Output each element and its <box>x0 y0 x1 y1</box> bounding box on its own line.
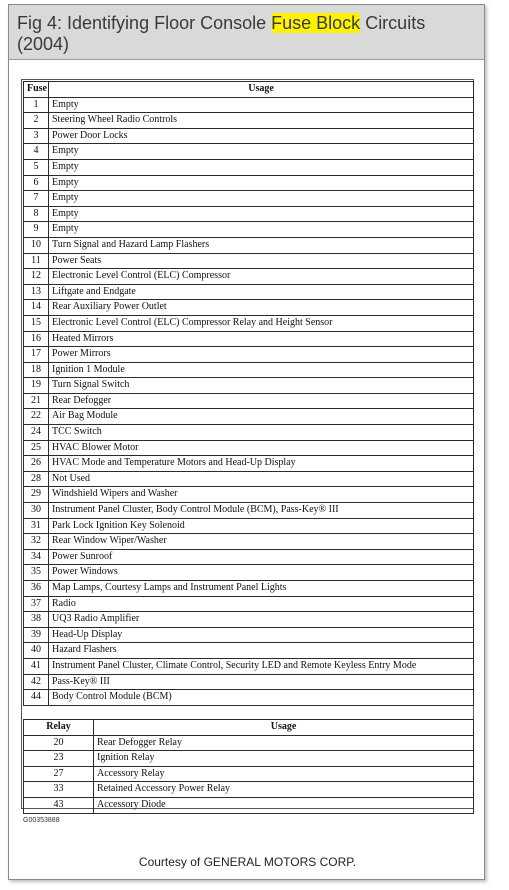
relay-row <box>24 782 474 798</box>
fuse-row-usage: Empty <box>49 191 474 207</box>
fuse-row <box>24 643 474 659</box>
figure-frame <box>8 4 485 880</box>
fuse-row-number: 3 <box>24 128 49 144</box>
fuse-row <box>24 331 474 347</box>
relay-row <box>24 797 474 813</box>
fuse-table <box>23 81 474 706</box>
fuse-row <box>24 378 474 394</box>
fuse-row-usage: Not Used <box>49 471 474 487</box>
title-text-end: Circuits (2004) <box>17 13 426 54</box>
fuse-row-number: 1 <box>24 97 49 113</box>
fuse-row-number: 6 <box>24 175 49 191</box>
fuse-row <box>24 471 474 487</box>
fuse-row <box>24 144 474 160</box>
figure-header <box>9 5 484 60</box>
fuse-row-usage: Power Windows <box>49 565 474 581</box>
fuse-row-number: 24 <box>24 425 49 441</box>
fuse-row-number: 44 <box>24 690 49 706</box>
fuse-row-usage: Instrument Panel Cluster, Body Control Module (BCM), Pass-Key® III <box>49 503 474 519</box>
fuse-row-usage: Hazard Flashers <box>49 643 474 659</box>
fuse-row <box>24 237 474 253</box>
relay-row-number: 27 <box>24 766 94 782</box>
fuse-row-number: 34 <box>24 549 49 565</box>
fuse-row-number: 22 <box>24 409 49 425</box>
fuse-row <box>24 612 474 628</box>
fuse-row <box>24 315 474 331</box>
fuse-row-number: 16 <box>24 331 49 347</box>
relay-table-header <box>24 720 474 736</box>
fuse-row <box>24 627 474 643</box>
fuse-row <box>24 284 474 300</box>
fuse-row-usage: Power Mirrors <box>49 347 474 363</box>
relay-row-number: 20 <box>24 735 94 751</box>
fuse-row <box>24 425 474 441</box>
fuse-row-usage: TCC Switch <box>49 425 474 441</box>
fuse-row <box>24 175 474 191</box>
fuse-row-usage: Turn Signal Switch <box>49 378 474 394</box>
fuse-row <box>24 128 474 144</box>
fuse-row <box>24 503 474 519</box>
fuse-row-number: 7 <box>24 191 49 207</box>
relay-row-number: 33 <box>24 782 94 798</box>
fuse-row-usage: Pass-Key® III <box>49 674 474 690</box>
fuse-row-usage: Map Lamps, Courtesy Lamps and Instrument Panel Lights <box>49 581 474 597</box>
fuse-row <box>24 393 474 409</box>
fuse-row-number: 14 <box>24 300 49 316</box>
fuse-row <box>24 347 474 363</box>
credit-line: Courtesy of GENERAL MOTORS CORP. <box>138 855 357 869</box>
fuse-row-usage: Air Bag Module <box>49 409 474 425</box>
fuse-row-number: 32 <box>24 534 49 550</box>
relay-row <box>24 735 474 751</box>
fuse-row-number: 10 <box>24 237 49 253</box>
fuse-row-number: 26 <box>24 456 49 472</box>
fuse-row-usage: Electronic Level Control (ELC) Compressor <box>49 269 474 285</box>
relay-column-header: Relay <box>24 720 94 736</box>
fuse-row-number: 39 <box>24 627 49 643</box>
fuse-row <box>24 534 474 550</box>
fuse-row-usage: Power Door Locks <box>49 128 474 144</box>
fuse-row-usage: Turn Signal and Hazard Lamp Flashers <box>49 237 474 253</box>
fuse-row-number: 41 <box>24 658 49 674</box>
fuse-row <box>24 658 474 674</box>
usage-column-header: Usage <box>49 82 474 98</box>
fuse-row <box>24 581 474 597</box>
fuse-row-usage: Rear Window Wiper/Washer <box>49 534 474 550</box>
fuse-row-number: 30 <box>24 503 49 519</box>
fuse-row-usage: Rear Auxiliary Power Outlet <box>49 300 474 316</box>
fuse-row-usage: Body Control Module (BCM) <box>49 690 474 706</box>
fuse-row <box>24 222 474 238</box>
fuse-row-usage: Ignition 1 Module <box>49 362 474 378</box>
fuse-row <box>24 113 474 129</box>
fuse-table-body <box>24 97 474 705</box>
fuse-row-usage: HVAC Blower Motor <box>49 440 474 456</box>
fuse-row <box>24 674 474 690</box>
fuse-row-number: 28 <box>24 471 49 487</box>
fuse-row-number: 15 <box>24 315 49 331</box>
fuse-row-number: 19 <box>24 378 49 394</box>
fuse-row-number: 42 <box>24 674 49 690</box>
fuse-row-usage: Empty <box>49 206 474 222</box>
fuse-row <box>24 191 474 207</box>
fuse-row-usage: Heated Mirrors <box>49 331 474 347</box>
fuse-row-number: 29 <box>24 487 49 503</box>
fuse-row-number: 38 <box>24 612 49 628</box>
relay-row-usage: Accessory Relay <box>94 766 474 782</box>
fuse-row <box>24 300 474 316</box>
fuse-row <box>24 549 474 565</box>
fuse-row-usage: Instrument Panel Cluster, Climate Control, Security LED and Remote Keyless Entry Mode <box>49 658 474 674</box>
fuse-row-usage: Empty <box>49 97 474 113</box>
fuse-row-number: 13 <box>24 284 49 300</box>
relay-row-number: 23 <box>24 751 94 767</box>
relay-row-usage: Ignition Relay <box>94 751 474 767</box>
fuse-row-number: 40 <box>24 643 49 659</box>
fuse-row-number: 12 <box>24 269 49 285</box>
fuse-row-usage: UQ3 Radio Amplifier <box>49 612 474 628</box>
fuse-row-usage: Park Lock Ignition Key Solenoid <box>49 518 474 534</box>
fuse-row <box>24 206 474 222</box>
relay-row-usage: Rear Defogger Relay <box>94 735 474 751</box>
fuse-row-usage: HVAC Mode and Temperature Motors and Head-Up Display <box>49 456 474 472</box>
fuse-row-usage: Steering Wheel Radio Controls <box>49 113 474 129</box>
fuse-row-usage: Radio <box>49 596 474 612</box>
title-highlight: Fuse Block <box>271 13 361 33</box>
fuse-row <box>24 487 474 503</box>
relay-row <box>24 766 474 782</box>
fuse-row-number: 8 <box>24 206 49 222</box>
fuse-row-number: 9 <box>24 222 49 238</box>
relay-table <box>23 719 474 814</box>
fuse-row <box>24 565 474 581</box>
fuse-row-number: 2 <box>24 113 49 129</box>
fuse-row-usage: Electronic Level Control (ELC) Compressor Relay and Height Sensor <box>49 315 474 331</box>
fuse-row-usage: Empty <box>49 159 474 175</box>
fuse-row <box>24 253 474 269</box>
fuse-row <box>24 456 474 472</box>
title-text: Fig 4: Identifying Floor Console <box>17 13 272 33</box>
fuse-row-number: 17 <box>24 347 49 363</box>
relay-row-usage: Accessory Diode <box>94 797 474 813</box>
fuse-row-number: 36 <box>24 581 49 597</box>
fuse-row <box>24 159 474 175</box>
fuse-row-usage: Liftgate and Endgate <box>49 284 474 300</box>
fuse-row-number: 21 <box>24 393 49 409</box>
figure-image <box>23 81 474 831</box>
fuse-column-header: Fuse <box>24 82 49 98</box>
fuse-row-usage: Empty <box>49 222 474 238</box>
fuse-row-number: 11 <box>24 253 49 269</box>
fuse-row <box>24 269 474 285</box>
fuse-row-usage: Rear Defogger <box>49 393 474 409</box>
fuse-row <box>24 97 474 113</box>
relay-table-body <box>24 735 474 813</box>
fuse-row <box>24 596 474 612</box>
figure-code: G00353888 <box>23 817 60 824</box>
fuse-row <box>24 362 474 378</box>
fuse-row <box>24 518 474 534</box>
fuse-row-usage: Empty <box>49 175 474 191</box>
fuse-row-number: 5 <box>24 159 49 175</box>
fuse-row-usage: Power Sunroof <box>49 549 474 565</box>
fuse-row-usage: Empty <box>49 144 474 160</box>
relay-usage-column-header: Usage <box>94 720 474 736</box>
fuse-row-number: 31 <box>24 518 49 534</box>
fuse-row-number: 4 <box>24 144 49 160</box>
relay-row-number: 43 <box>24 797 94 813</box>
fuse-row-number: 37 <box>24 596 49 612</box>
fuse-row-number: 18 <box>24 362 49 378</box>
fuse-row-number: 35 <box>24 565 49 581</box>
relay-row <box>24 751 474 767</box>
fuse-table-header <box>24 82 474 98</box>
fuse-row-usage: Power Seats <box>49 253 474 269</box>
fuse-row-number: 25 <box>24 440 49 456</box>
figure-title <box>17 13 477 55</box>
relay-row-usage: Retained Accessory Power Relay <box>94 782 474 798</box>
fuse-row <box>24 440 474 456</box>
fuse-row <box>24 690 474 706</box>
fuse-row-usage: Windshield Wipers and Washer <box>49 487 474 503</box>
fuse-row-usage: Head-Up Display <box>49 627 474 643</box>
fuse-row <box>24 409 474 425</box>
